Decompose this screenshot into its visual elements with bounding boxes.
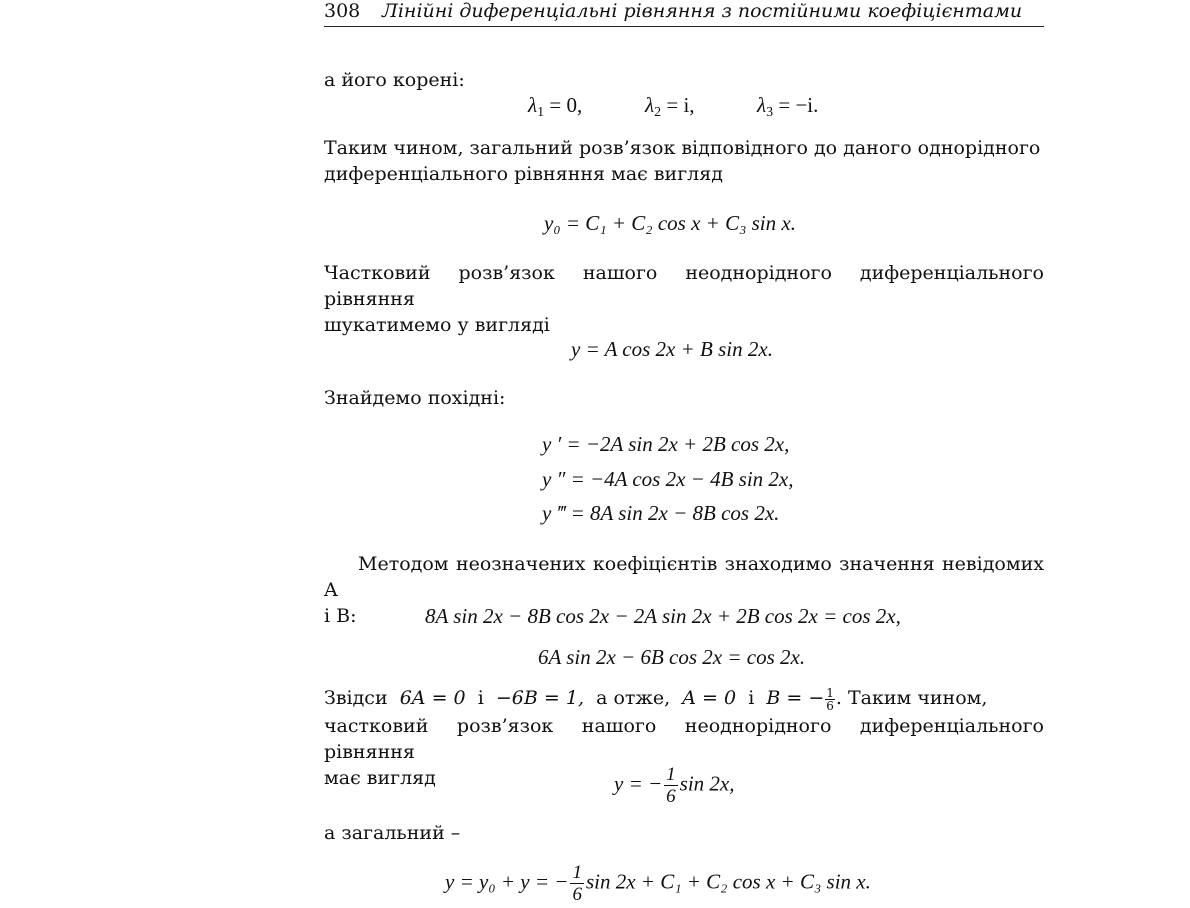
paragraph-undetermined-coefficients: Методом неозначених коефіцієнтів знаходимо значення невідомих A і B: <box>324 553 1044 627</box>
equation-system-1: 8A sin 2x − 8B cos 2x − 2A sin 2x + 2B cos 2x = cos 2x, <box>425 604 901 628</box>
inline-fraction: $\frac{1}{6}$ <box>826 686 834 713</box>
paragraph-find-derivatives: Знайдемо похідні: <box>324 387 506 409</box>
equation-derivative-3: y ‴ = 8A sin 2x − 8B cos 2x. <box>542 501 780 525</box>
equation-roots: $\lambda_1 = 0$, <box>528 93 583 120</box>
fraction: $\frac{1}{6}$ <box>572 862 582 905</box>
equation-general-solution: y = y₀ + y = − $\frac{1}{6}$ sin 2x + C₁ + C₂ cos x + C₃ sin x. <box>445 862 871 905</box>
equation-root-2: $\lambda_2 = i$, <box>645 93 695 120</box>
equation-root-3: $\lambda_3 = -i$. <box>757 93 819 120</box>
paragraph-particular-result: частковий розв’язок нашого неоднорідного диференціального рівняння має вигляд <box>324 715 1044 789</box>
equation-particular-solution: y = − $\frac{1}{6}$ sin 2x, <box>614 764 735 807</box>
paragraph-coefficients-result: Звідси 6A = 0 і −6B = 1, а отже, A = 0 і B = − $\frac{1}{6}$ . Таким чином, <box>324 686 988 713</box>
running-title: Лінійні диференціальні рівняння з постійними коефіцієнтами <box>382 0 1023 22</box>
equation-derivative-2: y ″ = −4A cos 2x − 4B sin 2x, <box>542 467 794 491</box>
fraction: $\frac{1}{6}$ <box>666 764 676 807</box>
paragraph-particular-form: Частковий розв’язок нашого неоднорідного диференціального рівняння шукатимемо у вигляді <box>324 262 1044 336</box>
paragraph-roots-intro: а його корені: <box>324 69 465 91</box>
equation-ybar-form: y = A cos 2x + B sin 2x. <box>571 337 773 361</box>
equation-y0: y₀ = C₁ + C₂ cos x + C₃ sin x. <box>544 211 796 235</box>
paragraph-general-solution-intro: а загальний – <box>324 822 461 844</box>
equation-system-2: 6A sin 2x − 6B cos 2x = cos 2x. <box>538 645 806 669</box>
paragraph-general-homogeneous: Таким чином, загальний розв’язок відповідного до даного однорідного диференціального рівняння має вигляд <box>324 137 1041 185</box>
equation-derivative-1: y ′ = −2A sin 2x + 2B cos 2x, <box>542 432 790 456</box>
page-number: 308 <box>324 0 361 22</box>
running-header <box>324 0 1044 27</box>
